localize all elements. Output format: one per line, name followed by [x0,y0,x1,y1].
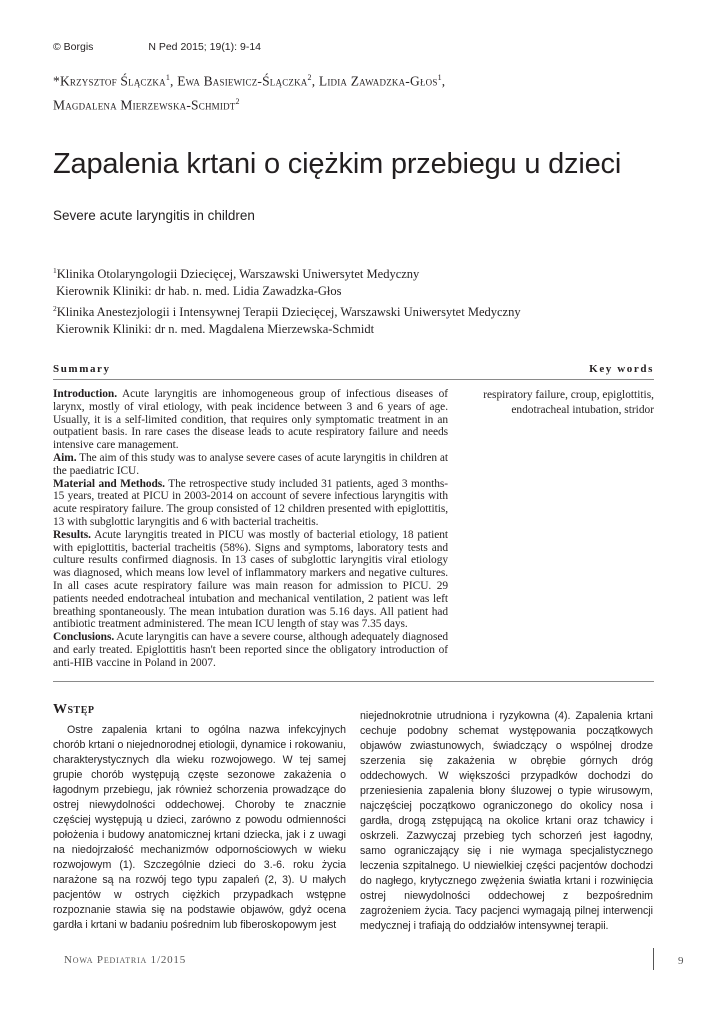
footer-divider [653,948,654,970]
affiliation-line [53,262,673,283]
author-name: Ewa Basiewicz-Ślączka [177,73,308,89]
summary-paragraph: Acute laryngitis are inhomogeneous group of infectious diseases of larynx, mostly of viral etiology, with peak incidence between 3 and 6 years of age. Usually, it is a self-limited condition, that requires only symptomatic treatment in an outpatient basis. In rare cases the disease leads to acute respiratory failure and needs intensive care management. [53,388,448,452]
summary-introduction [53,388,448,452]
affiliations [53,262,673,338]
summary-label: Material and Methods. [53,477,165,490]
author-affiliation-mark: 2 [307,73,312,82]
author-separator: , [170,73,178,89]
affiliation-mark: 2 [53,304,57,314]
body-column-left [53,723,346,933]
summary-methods [53,478,448,529]
summary-paragraph: The retrospective study included 31 patients, aged 3 months-15 years, treated at PICU in 2003-2014 on account of severe infectious laryngitis with acute respiratory failure. The group consisted of 12 children presented with epiglottitis, 13 with subglottic laryngitis and 6 with bacterial tracheitis. [53,477,448,528]
author-affiliation-mark: 1 [165,73,171,82]
article-subtitle: Severe acute laryngitis in children [53,208,255,223]
summary-paragraph: Acute laryngitis treated in PICU was mostly of bacterial etiology, 18 patient with epiglottitis, bacterial tracheitis (58%). Signs and symptoms, laboratory tests and culture results confirmed diagnosis. In 13 cases of subglottic laryngitis viral etiology was diagnosed, which means low level of inflammatory markers and negative cultures. In all cases acute respiratory failure was main reason for admission to PICU. 29 patients needed endotracheal intubation and mechanical ventilation, 2 patient was left breathing spontaneously. The mean intubation duration was 5.16 days. All patient had antibiotic treatment administered. The mean ICU length of stay was 7.35 days. [53,528,448,631]
summary-paragraph: Acute laryngitis can have a severe course, although adequately diagnosed and early treated. Epiglottitis hasn't been reported since the obligatory introduction of anti-HIB vaccine in Poland in 2007. [53,631,448,669]
summary-bottom-rule [53,681,654,682]
summary-top-rule [53,379,654,380]
summary-paragraph: The aim of this study was to analyse severe cases of acute laryngitis in children at the paediatric ICU. [53,451,448,477]
author-affiliation-mark: 2 [235,96,240,106]
journal-citation: N Ped 2015; 19(1): 9-14 [148,41,261,53]
affiliation-text: Klinika Otolaryngologii Dziecięcej, Warszawski Uniwersytet Medyczny [56,267,420,282]
affiliation-text: Klinika Anestezjologii i Intensywnej Terapii Dziecięcej, Warszawski Uniwersytet Medyczny [56,305,521,320]
section-heading: Wstęp [53,702,95,717]
body-paragraph: niejednokrotnie utrudniona i ryzykowna (4). Zapalenia krtani cechuje podobny schemat występowania początkowych objawów zwiastunowych, świadczący o wspólnej drodze szerzenia się zakażenia w obrębie górnych dróg oddechowych. W większości przypadków dochodzi do przeniesienia zapalenia błony śluzowej o typie wirusowym, najczęściej początkowo ograniczonego do okolicy nosa i gardła, drogą zstępującą na okolice krtani oraz tchawicy i oskrzeli. Zazwyczaj przebieg tych schorzeń jest łagodny, samo ograniczający się i nie wymaga specjalistycznego leczenia szpitalnego. U niewielkiej części pacjentów dochodzi do nagłego, krytycznego zwężenia światła krtani i rozwinięcia ostrej niewydolności oddechowej z bezpośrednim zagrożeniem życia. Tacy pacjenci wymagają pilnej interwencji medycznej i trafiają do oddziałów intensywnej terapii. [360,710,653,932]
keywords-text: respiratory failure, croup, epiglottitis, endotracheal intubation, stridor [483,389,654,416]
summary-label: Results. [53,528,91,541]
affiliation-line [53,283,673,300]
author-name: *Krzysztof Ślączka [53,73,166,89]
author-separator: , [441,73,446,89]
copyright-text: © Borgis [53,41,94,53]
affiliation-line [53,321,673,338]
keywords-heading: Key words [589,363,654,375]
summary-label: Introduction. [53,388,118,400]
affiliation-head: Kierownik Kliniki: dr n. med. Magdalena Mierzewska-Schmidt [56,322,375,337]
affiliation-line [53,300,673,321]
summary-heading: Summary [53,363,111,375]
author-list [53,68,673,115]
author-separator: , [311,73,319,89]
summary-results [53,529,448,631]
summary-label: Aim. [53,451,77,464]
author-affiliation-mark: 1 [437,73,442,82]
summary-aim [53,452,448,478]
body-paragraph: Ostre zapalenia krtani to ogólna nazwa infekcyjnych chorób krtani o niejednorodnej etiologii, dynamice i rokowaniu, charakterystycznych dla wieku rozwojowego. W tej samej grupie chorób występują częste sezonowe zakażenia o łagodnym przebiegu, jak również schorzenia prowadzące do ostrej niewydolności oddechowej. Choroby te znacznie częściej występują u dzieci, zarówno z powodu odmienności położenia i budowy anatomicznej krtani dziecka, jak i z uwagi na niedojrzałość mechanizmów odpornościowych w wieku rozwojowym (1). Szczególnie dzieci do 3.-6. roku życia narażone są na rozwój tego typu zapaleń (2, 3). U małych pacjentów w ostrych ciężkich przypadkach wstępne rozpoznanie stawia się na podstawie objawów, gdyż ocena gardła i krtani w badaniu pośrednim lub fiberoskopowym jest [53,724,346,931]
summary-label: Conclusions. [53,631,115,644]
body-column-right [360,709,653,934]
author-name: Magdalena Mierzewska-Schmidt [53,97,236,112]
article-title: Zapalenia krtani o ciężkim przebiegu u dzieci [53,148,622,180]
footer-journal: Nowa Pediatria 1/2015 [64,954,187,966]
author-name: Lidia Zawadzka-Głos [318,73,438,89]
summary-text [53,388,448,670]
page-number: 9 [678,955,684,967]
affiliation-head: Kierownik Kliniki: dr hab. n. med. Lidia Zawadzka-Głos [56,284,342,299]
affiliation-mark: 1 [53,266,57,275]
summary-conclusions [53,631,448,669]
running-header [53,41,261,53]
